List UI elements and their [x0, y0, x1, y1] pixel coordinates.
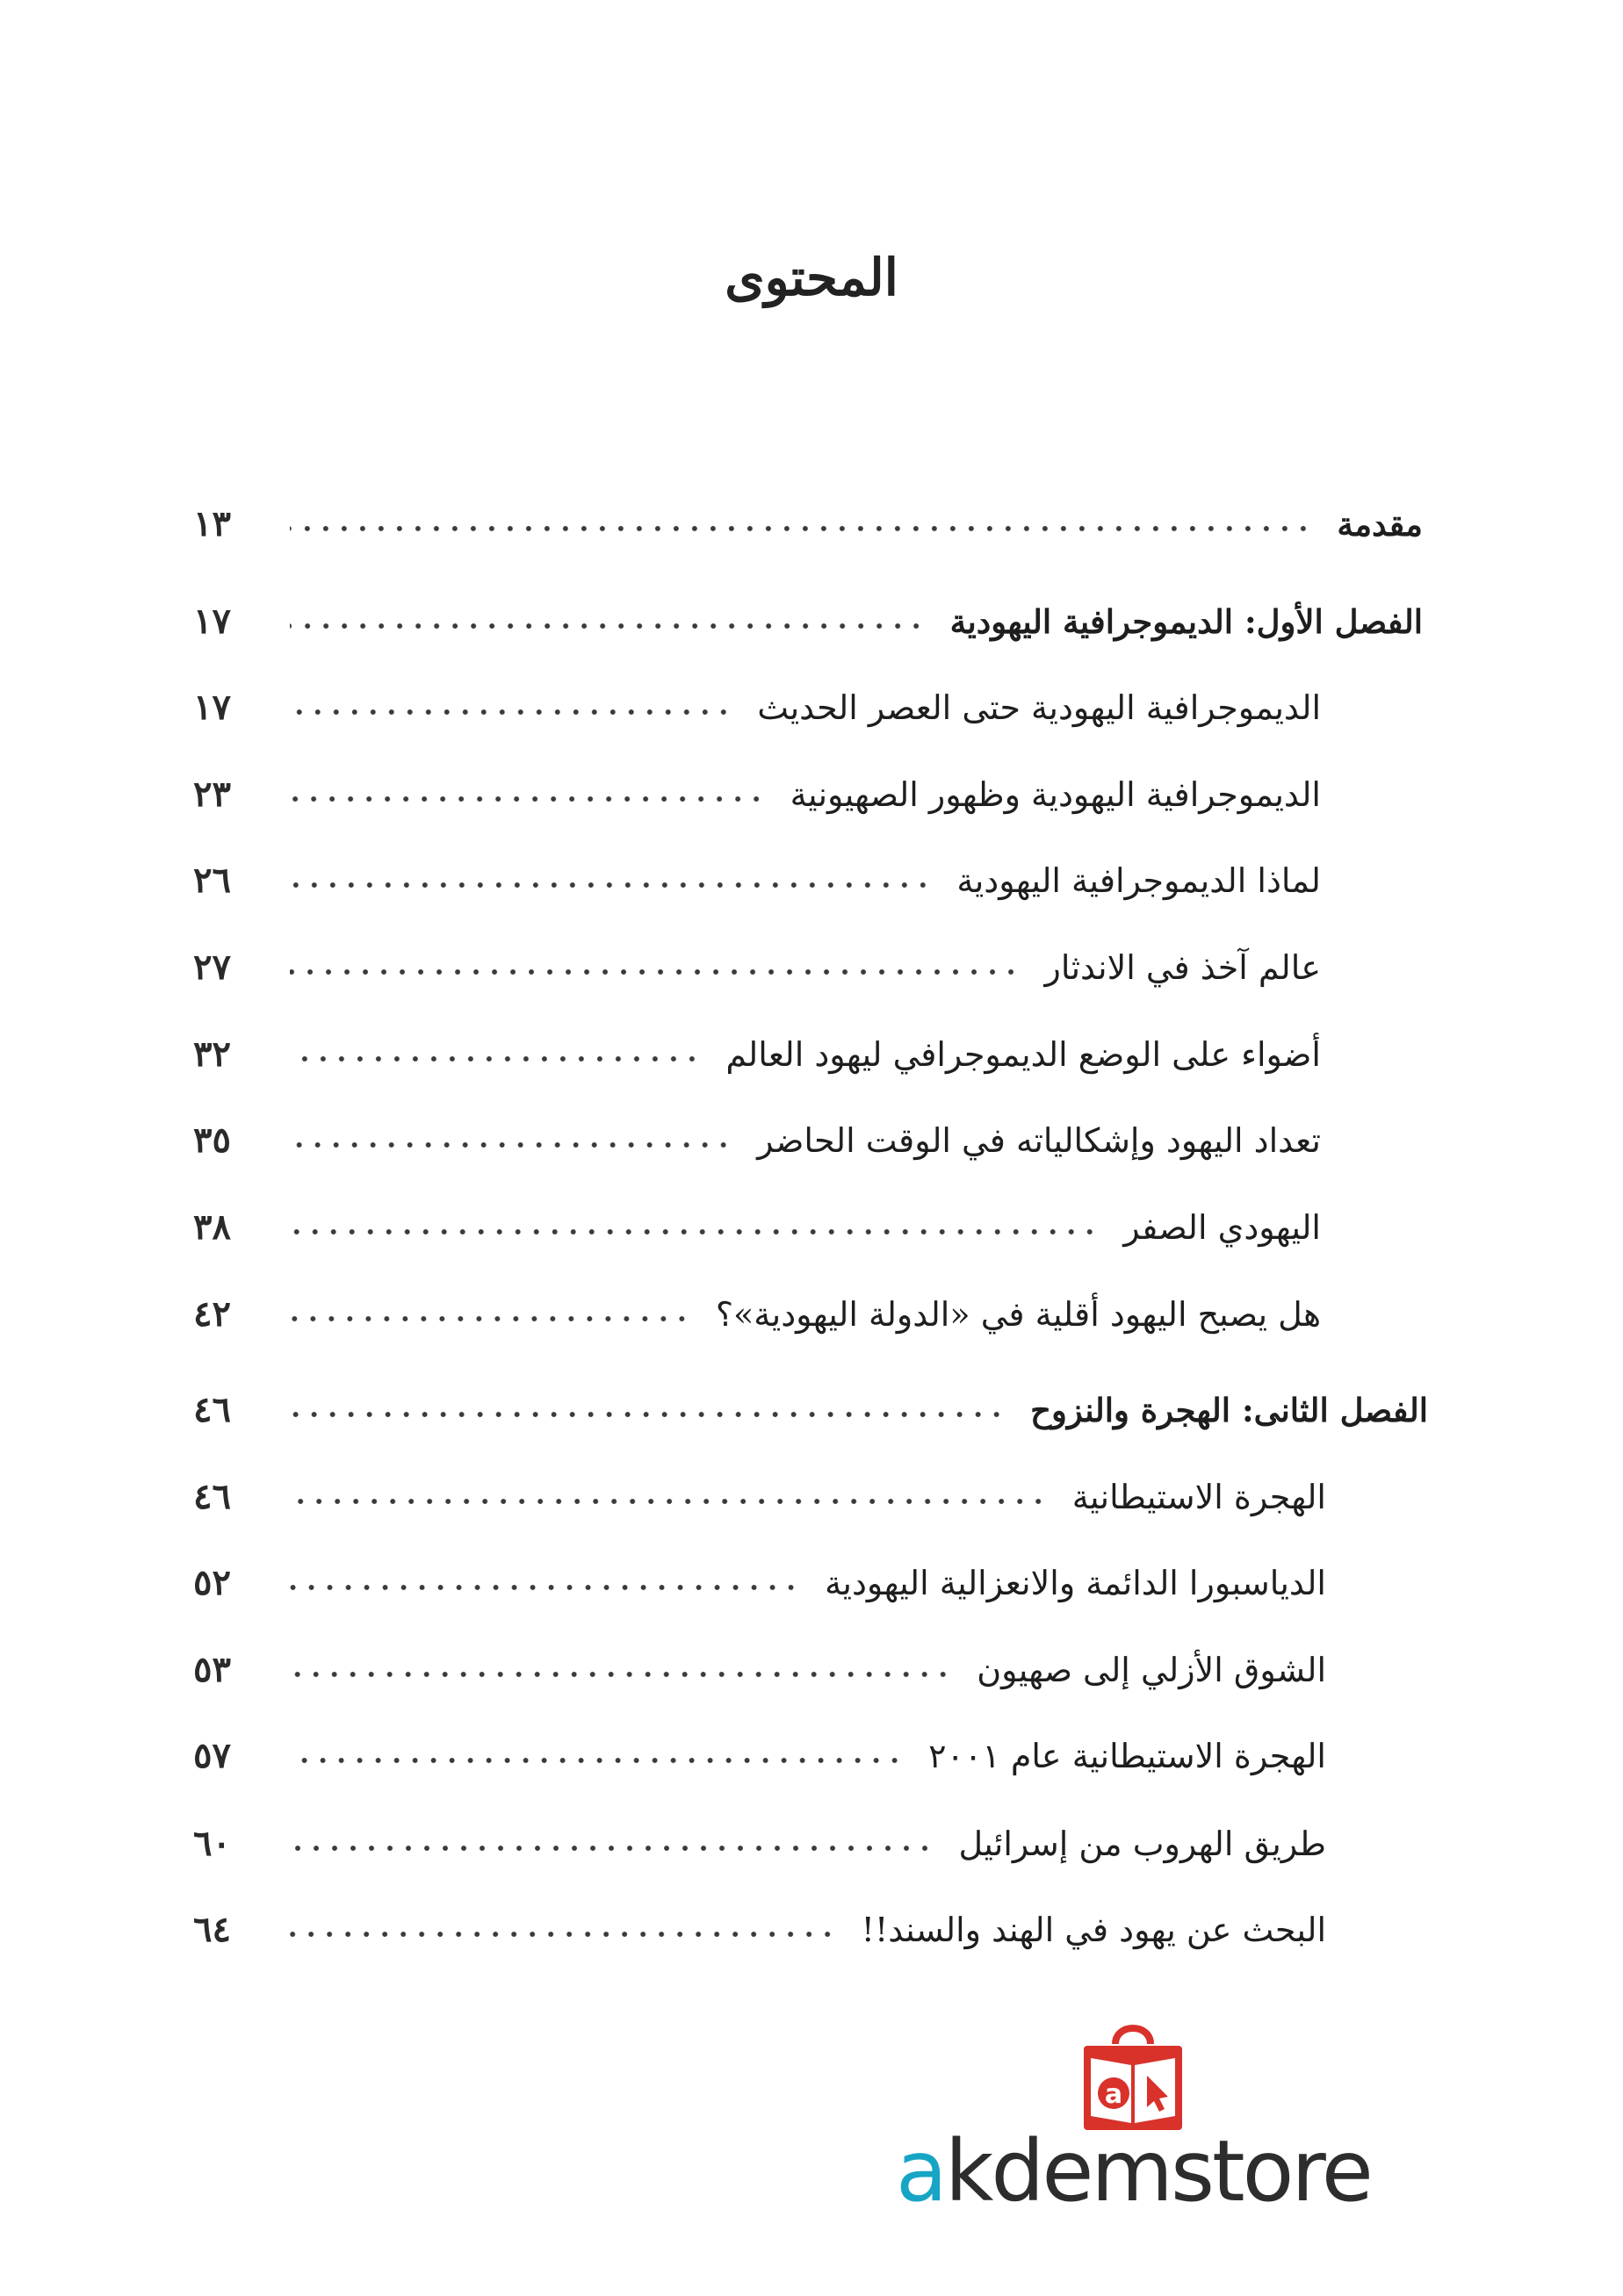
- toc-entry-title: طريق الهروب من إسرائيل: [958, 1825, 1326, 1863]
- toc-entry: [193, 1105, 1321, 1176]
- toc-entry-page: ٤٦: [193, 1389, 231, 1430]
- toc-entry: [193, 1635, 1326, 1705]
- toc-entry: [193, 1375, 1428, 1445]
- toc-entry-title: الفصل الثانى: الهجرة والنزوح: [1030, 1391, 1428, 1429]
- toc-leader-dots: [290, 795, 766, 803]
- toc-leader-dots: [290, 1497, 1048, 1506]
- toc-entry-page: ٤٦: [193, 1476, 231, 1517]
- toc-entry: [193, 489, 1423, 559]
- toc-entry-page: ٥٧: [193, 1735, 231, 1776]
- toc-entry-page: ٣٢: [193, 1033, 231, 1075]
- toc-entry: [193, 1548, 1326, 1618]
- toc-entry-title: البحث عن يهود في الهند والسند!!: [861, 1911, 1326, 1949]
- toc-entry-page: ١٧: [193, 687, 231, 728]
- toc-entry: [193, 673, 1321, 743]
- logo-wordmark: [896, 2123, 1370, 2220]
- toc-entry: [193, 846, 1321, 916]
- toc-leader-dots: [290, 1141, 732, 1149]
- toc-leader-dots: [290, 622, 926, 630]
- toc-entry-title: لماذا الديموجرافية اليهودية: [956, 861, 1321, 900]
- toc-entry-page: ٦٠: [193, 1823, 231, 1864]
- toc-entry-page: ٢٣: [193, 774, 231, 815]
- toc-entry: [193, 1192, 1321, 1263]
- toc-entry-page: ٥٢: [193, 1562, 231, 1603]
- toc-entry-title: الشوق الأزلي إلى صهيون: [977, 1651, 1326, 1689]
- toc-entry: [193, 1462, 1326, 1532]
- toc-leader-dots: [290, 1844, 934, 1853]
- toc-entry-page: ٦٤: [193, 1909, 231, 1950]
- toc-entry-page: ٢٦: [193, 860, 231, 901]
- toc-leader-dots: [290, 881, 932, 889]
- toc-entry: [193, 1721, 1326, 1791]
- toc-entry: [193, 932, 1321, 1003]
- toc-leader-dots: [290, 1670, 952, 1679]
- toc-entry-page: ٢٧: [193, 946, 231, 988]
- logo-wordmark-accent: a: [896, 2122, 945, 2220]
- toc-entry-page: ٣٨: [193, 1206, 231, 1248]
- toc-leader-dots: [290, 1583, 800, 1592]
- toc-leader-dots: [290, 1756, 904, 1765]
- toc-leader-dots: [290, 708, 732, 716]
- toc-leader-dots: [290, 968, 1021, 976]
- toc-entry-title: الدياسبورا الدائمة والانعزالية اليهودية: [825, 1564, 1326, 1602]
- toc-entry-title: الهجرة الاستيطانية: [1071, 1478, 1326, 1516]
- toc-leader-dots: [290, 1930, 837, 1939]
- page-title: المحتوى: [725, 248, 898, 307]
- toc-entry-page: ١٧: [193, 601, 231, 642]
- toc-entry: [193, 1895, 1326, 1965]
- logo-icon-letter: a: [1104, 2079, 1123, 2110]
- toc-entry-page: ٥٣: [193, 1649, 231, 1690]
- toc-entry-title: مقدمة: [1337, 505, 1423, 543]
- toc-entry-title: الفصل الأول: الديموجرافية اليهودية: [949, 602, 1423, 641]
- toc-leader-dots: [290, 1227, 1099, 1236]
- logo-wordmark-rest: kdemstore: [944, 2122, 1371, 2220]
- toc-entry: [193, 1019, 1321, 1090]
- toc-entry-page: ٣٥: [193, 1119, 231, 1161]
- shopping-bag-book-icon: [1071, 2019, 1194, 2134]
- toc-leader-dots: [290, 1410, 1006, 1419]
- toc-entry-title: عالم آخذ في الاندثار: [1044, 948, 1321, 987]
- toc-entry-title: اليهودي الصفر: [1123, 1208, 1321, 1247]
- toc-entry: [193, 1279, 1321, 1350]
- toc-entry-page: ١٣: [193, 503, 231, 544]
- store-logo: [896, 2019, 1370, 2221]
- toc-entry-title: تعداد اليهود وإشكالياته في الوقت الحاضر: [757, 1121, 1321, 1160]
- toc-leader-dots: [290, 1054, 701, 1063]
- toc-leader-dots: [290, 1314, 691, 1323]
- toc-entry-title: الديموجرافية اليهودية حتى العصر الحديث: [757, 688, 1321, 727]
- toc-entry: [193, 759, 1321, 830]
- toc-entry: [193, 587, 1423, 657]
- toc-entry-title: هل يصبح اليهود أقلية في «الدولة اليهودية»؟: [715, 1295, 1321, 1334]
- toc-entry-title: أضواء على الوضع الديموجرافي ليهود العالم: [725, 1035, 1321, 1074]
- toc-entry-page: ٤٢: [193, 1293, 231, 1335]
- toc-leader-dots: [290, 524, 1312, 533]
- toc-entry-title: الهجرة الاستيطانية عام ٢٠٠١: [928, 1737, 1326, 1775]
- toc-entry-title: الديموجرافية اليهودية وظهور الصهيونية: [790, 775, 1321, 814]
- toc-entry: [193, 1809, 1326, 1879]
